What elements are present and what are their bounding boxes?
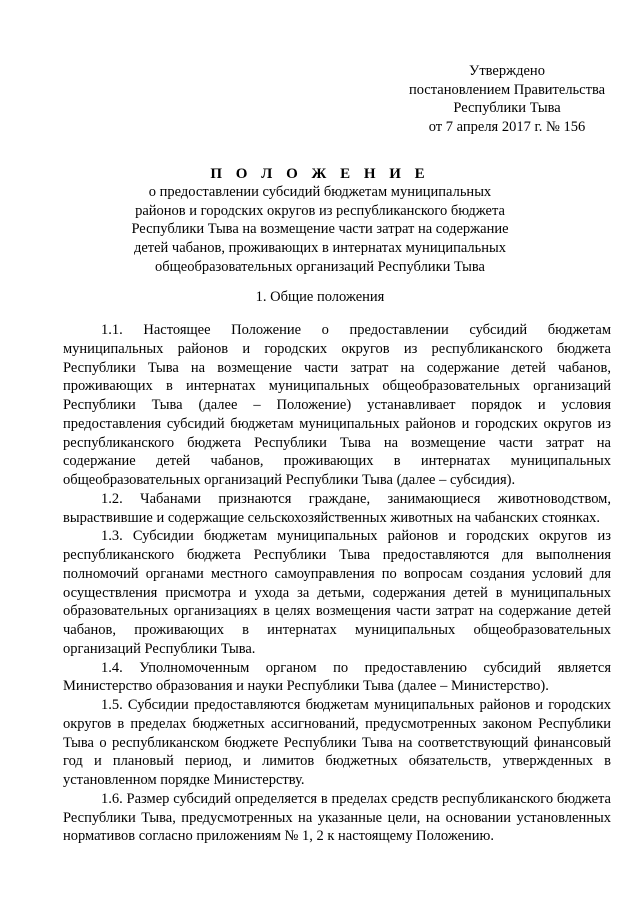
paragraph-1-6: 1.6. Размер субсидий определяется в пределах средств республиканского бюджета Республики Тыва, предусмотренных на указанные цели, на основании установленных нормативов согласно приложениям № 1, 2 к настоящему Положению.: [63, 790, 611, 845]
subtitle-line: детей чабанов, проживающих в интернатах муниципальных: [133, 240, 507, 257]
document-title: П О Л О Ж Е Н И Е: [210, 166, 430, 182]
paragraph-1-1: 1.1. Настоящее Положение о предоставлении субсидий бюджетам муниципальных районов и городских округов из республиканского бюджета Республики Тыва на возмещение части затрат на содержание детей чабанов, проживающих в интернатах муниципальных общеобразовательных организаций Республики Тыва (далее – Положение) устанавливает порядок и условия предоставления субсидий бюджетам муниципальных районов и городских округов из республиканского бюджета Республики Тыва на возмещение части затрат на содержание детей чабанов, проживающих в интернатах муниципальных общеобразовательных организаций Республики Тыва (далее – субсидия).: [63, 322, 611, 488]
subtitle-line: о предоставлении субсидий бюджетам муниципальных: [148, 184, 492, 200]
subtitle-line: районов и городских округов из республиканского бюджета: [135, 202, 505, 219]
approval-line-date-number: от 7 апреля 2017 г. № 156: [428, 118, 586, 135]
subtitle-line: общеобразовательных организаций Республики Тыва: [155, 258, 485, 275]
section-body: [63, 321, 611, 846]
paragraph-1-2: 1.2. Чабанами признаются граждане, занимающиеся животноводством, выраствившие и содержащие сельскохозяйственных животных на чабанских стоянках.: [63, 490, 611, 526]
subtitle-line: Республики Тыва на возмещение части затрат на содержание: [131, 221, 509, 238]
section-heading: 1. Общие положения: [255, 289, 385, 305]
approval-line-resolution: постановлением Правительства: [408, 81, 606, 98]
approval-stamp: [392, 62, 622, 136]
document-subtitle: [100, 183, 540, 277]
paragraph-1-5: 1.5. Субсидии предоставляются бюджетам муниципальных районов и городских округов в пределах бюджетных ассигнований, предусмотренных законом Республики Тыва о республиканском бюджете Республики Тыва на соответствующий финансовый год и плановый период, и лимитов бюджетных обязательств, утвержденных в установленном порядке Министерству.: [63, 697, 611, 788]
approval-line-approved: Утверждено: [469, 63, 545, 79]
approval-line-republic: Республики Тыва: [453, 100, 561, 117]
paragraph-1-4: 1.4. Уполномоченным органом по предоставлению субсидий является Министерство образования и науки Республики Тыва (далее – Министерство).: [63, 659, 611, 695]
paragraph-1-3: 1.3. Субсидии бюджетам муниципальных районов и городских округов из республиканского бюджета Республики Тыва предоставляются для выполнения полномочий органами местного самоуправления по вопросам создания условий для осуществления присмотра и ухода за детьми, содержания детей в муниципальных образовательных организациях в целях возмещения части затрат на содержание детей чабанов, проживающих в интернатах муниципальных общеобразовательных организаций Республики Тыва.: [63, 528, 611, 657]
